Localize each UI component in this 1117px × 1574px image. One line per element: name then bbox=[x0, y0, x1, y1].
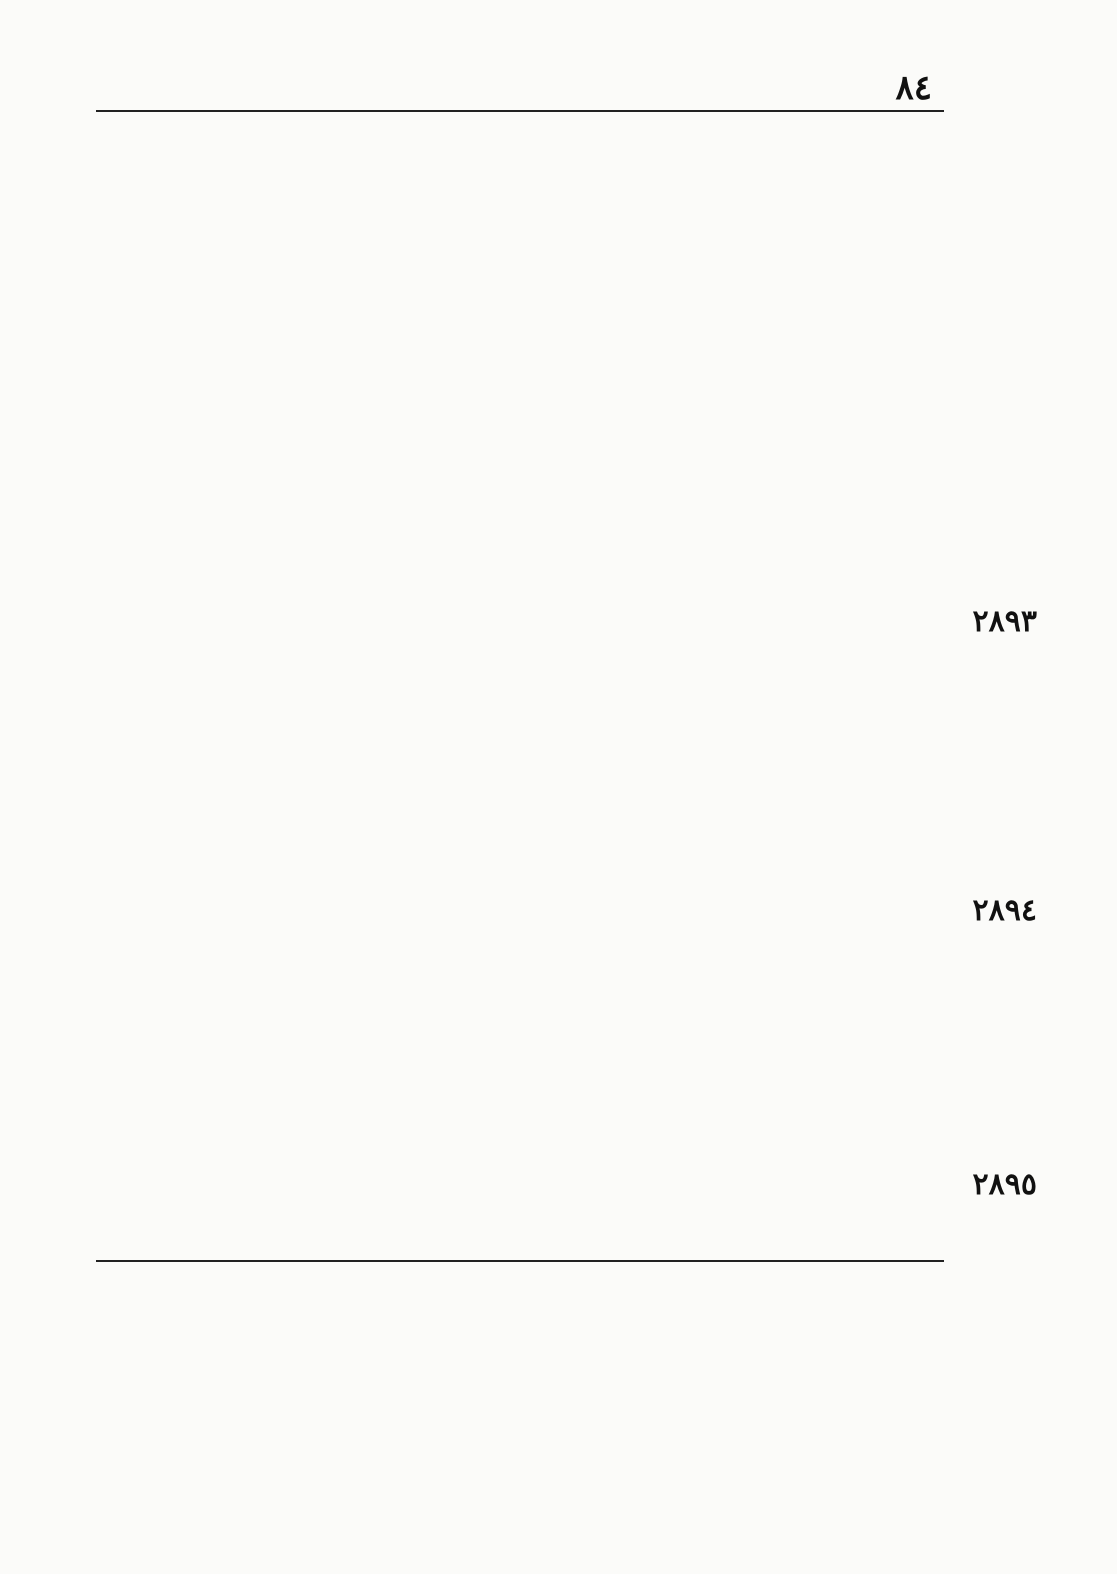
footnote-divider bbox=[96, 1260, 944, 1262]
text-line bbox=[100, 824, 944, 911]
text-line bbox=[100, 563, 944, 650]
text-line bbox=[100, 128, 944, 215]
page-header bbox=[100, 66, 940, 116]
text-line bbox=[100, 998, 944, 1085]
text-line bbox=[100, 302, 944, 389]
hadith-number: ٢٨٩٥ bbox=[972, 1167, 1037, 1202]
footnotes bbox=[100, 1278, 940, 1398]
hadith-body bbox=[100, 128, 944, 1172]
footnote-line bbox=[100, 1318, 940, 1358]
text-line bbox=[100, 737, 944, 824]
hadith-number: ٢٨٩٣ bbox=[972, 604, 1037, 639]
footnote-line bbox=[100, 1358, 940, 1398]
page-number: ٨٤ bbox=[895, 68, 932, 108]
footnote-line bbox=[100, 1278, 940, 1318]
text-line bbox=[100, 650, 944, 737]
text-line bbox=[100, 476, 944, 563]
header-divider bbox=[96, 110, 944, 112]
text-line bbox=[100, 1085, 944, 1172]
text-line bbox=[100, 911, 944, 998]
text-line bbox=[100, 215, 944, 302]
text-line bbox=[100, 389, 944, 476]
hadith-number: ٢٨٩٤ bbox=[972, 893, 1037, 928]
